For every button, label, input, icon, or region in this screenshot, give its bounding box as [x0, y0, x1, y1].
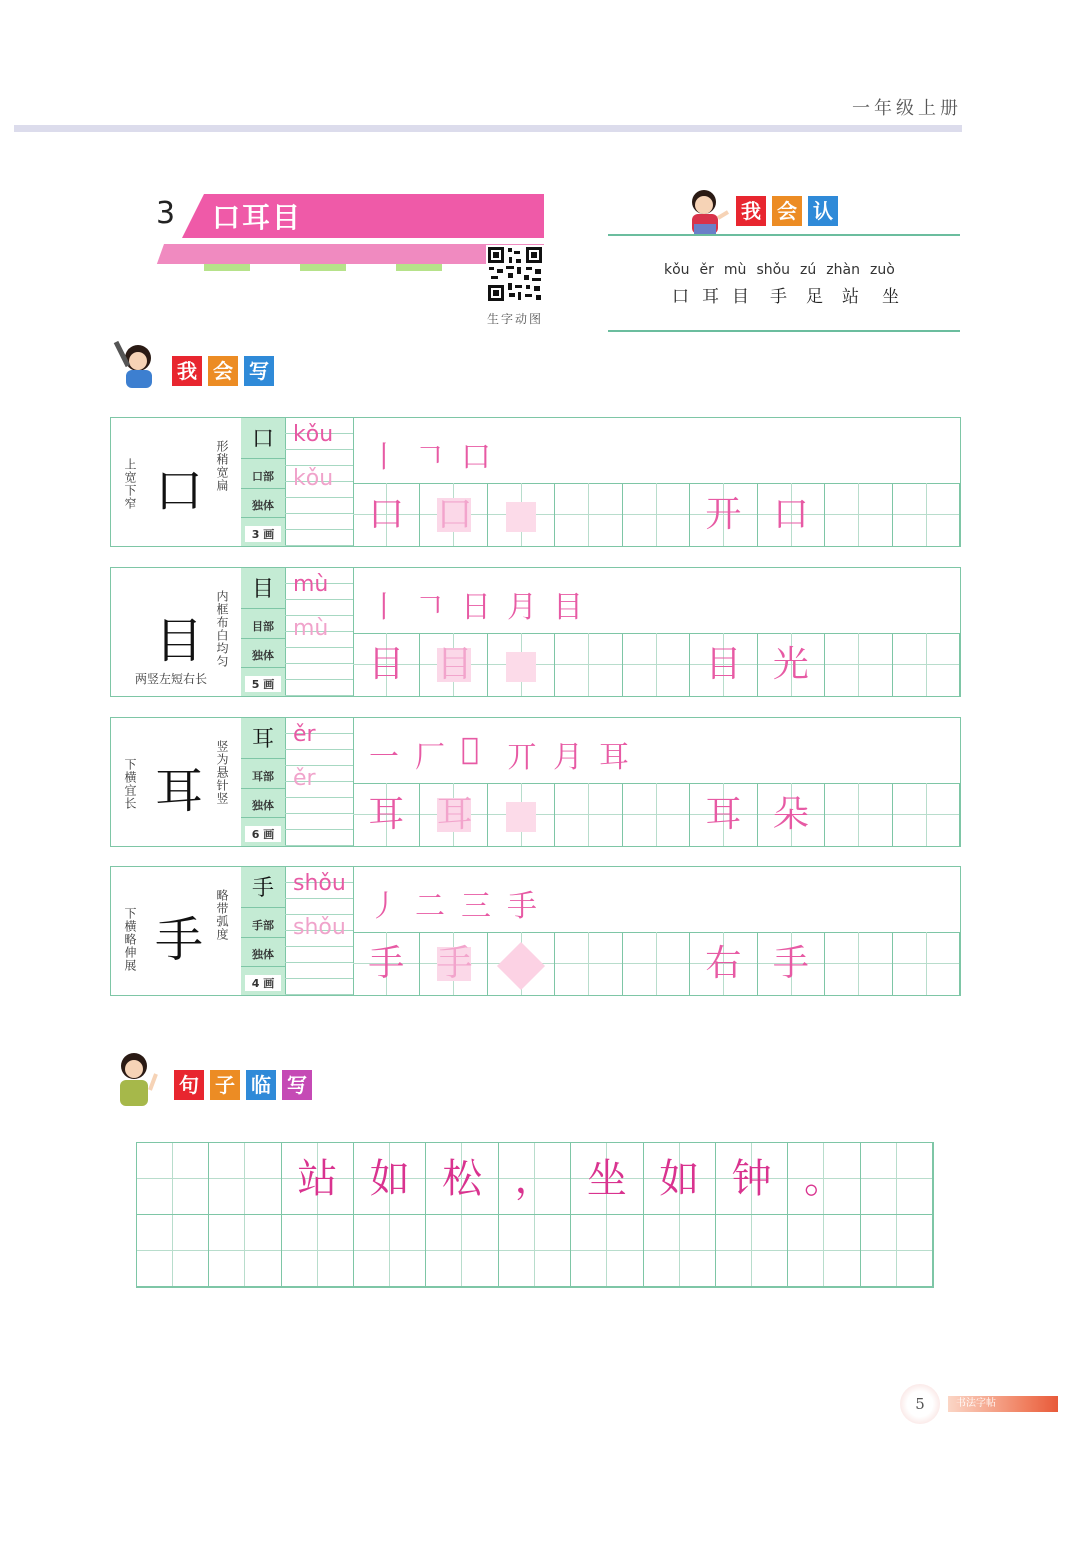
model-char: 目: [155, 613, 204, 669]
radical: 口部: [252, 470, 274, 483]
stroke-count: 4 画: [245, 975, 281, 991]
radical: 耳部: [252, 770, 274, 783]
practice-cell[interactable]: [353, 932, 420, 995]
char-guide: [111, 418, 242, 546]
pinyin: mù: [723, 262, 747, 278]
stroke-order-row: [353, 568, 960, 634]
badge: 我: [736, 196, 766, 226]
sentence-cell[interactable]: 钟: [716, 1143, 788, 1215]
practice-cell[interactable]: [555, 932, 622, 995]
writing-box: [110, 417, 961, 547]
practice-cell[interactable]: [758, 483, 825, 546]
practice-cell[interactable]: [420, 783, 487, 846]
model-char: 口: [155, 463, 204, 519]
hanzi: 站: [842, 287, 859, 307]
badge: 我: [172, 356, 202, 386]
badge: 句: [174, 1070, 204, 1100]
practice-char: 目: [436, 644, 473, 685]
practice-cell[interactable]: [623, 783, 690, 846]
recognize-top-line: [608, 234, 960, 236]
write-avatar: [110, 338, 162, 390]
practice-cell[interactable]: [758, 633, 825, 696]
practice-cell[interactable]: [825, 932, 892, 995]
stroke-order-row: [353, 718, 960, 784]
pinyin: zuò: [869, 262, 895, 278]
sentence-cell[interactable]: [137, 1215, 209, 1287]
practice-char: 耳: [368, 794, 405, 835]
pinyin-main: mù: [293, 572, 329, 597]
stroke-step: 月: [507, 590, 537, 625]
practice-char: 目: [368, 644, 405, 685]
practice-char: 口: [368, 494, 405, 535]
practice-char: 右: [705, 943, 742, 984]
pinyin-trace: mù: [293, 616, 329, 641]
sentence-grid: [136, 1142, 934, 1288]
trace-shape: [506, 502, 536, 532]
pinyin-trace: shǒu: [293, 915, 346, 940]
hanzi: 目: [732, 287, 749, 307]
info-char: 目: [251, 577, 274, 602]
practice-cell[interactable]: [825, 483, 892, 546]
recognize-badges: [736, 196, 844, 226]
sentence-cell[interactable]: [137, 1143, 209, 1215]
char-info: [241, 867, 286, 995]
model-char: 耳: [155, 763, 204, 819]
pinyin: ěr: [699, 262, 714, 278]
practice-cell[interactable]: [893, 633, 960, 696]
tip-left: 上宽下窄: [123, 458, 137, 510]
stroke-step: 月: [553, 740, 583, 775]
char-guide: [111, 718, 242, 846]
stroke-step: 丿: [369, 889, 399, 924]
char-info: [241, 718, 286, 846]
stroke-step: 手: [507, 889, 537, 924]
sentence-cell[interactable]: [716, 1215, 788, 1287]
info-char: 手: [251, 876, 274, 901]
hanzi: 坐: [882, 287, 899, 307]
recognize-avatar: [680, 184, 732, 236]
practice-char: 耳: [705, 794, 742, 835]
stroke-order-row: [353, 867, 960, 933]
model-char: 手: [155, 912, 204, 968]
practice-cell[interactable]: [690, 483, 757, 546]
sentence-cell[interactable]: [209, 1143, 281, 1215]
structure: 独体: [252, 799, 274, 812]
pinyin: zhàn: [826, 262, 860, 278]
pinyin-trace: ěr: [293, 766, 316, 791]
practice-cell[interactable]: [555, 483, 622, 546]
practice-row: [353, 932, 960, 995]
pinyin-main: shǒu: [293, 871, 346, 896]
tip-left: 下横略伸展: [123, 907, 137, 972]
practice-cell[interactable]: [420, 633, 487, 696]
pinyin-main: kǒu: [293, 422, 334, 447]
radical: 手部: [252, 919, 274, 932]
sentence-cell[interactable]: [861, 1215, 933, 1287]
writing-box: [110, 717, 961, 847]
sentence-cell[interactable]: 。: [788, 1143, 860, 1215]
char-guide: [111, 867, 242, 995]
practice-cell[interactable]: [758, 932, 825, 995]
stroke-step: 𠃍: [415, 590, 445, 625]
info-char: 耳: [251, 727, 274, 752]
structure: 独体: [252, 948, 274, 961]
sentence-cell[interactable]: 坐: [571, 1143, 643, 1215]
stroke-step: 丌: [507, 740, 537, 775]
qr-code-icon[interactable]: [486, 245, 544, 303]
footer-brand-bar: 书法字帖: [948, 1396, 1058, 1412]
trace-shape: [506, 652, 536, 682]
stroke-step: 耳: [599, 740, 629, 775]
sentence-cell[interactable]: 如: [354, 1143, 426, 1215]
practice-char: 手: [436, 943, 473, 984]
pinyin-column: [285, 718, 354, 846]
sentence-cell[interactable]: 站: [282, 1143, 354, 1215]
badge: 认: [808, 196, 838, 226]
grade-label: 一年级上册: [852, 98, 962, 119]
sentence-cell[interactable]: 松: [426, 1143, 498, 1215]
qr-caption: 生字动图: [487, 312, 544, 326]
stroke-count: 3 画: [245, 526, 281, 542]
pinyin: shǒu: [756, 262, 791, 278]
pinyin-main: ěr: [293, 722, 316, 747]
radical: 目部: [252, 620, 274, 633]
practice-char: 光: [772, 644, 809, 685]
pinyin-column: [285, 418, 354, 546]
badge: 会: [208, 356, 238, 386]
tip-right: 竖为悬针竖: [215, 740, 229, 805]
practice-char: 手: [368, 943, 405, 984]
badge: 子: [210, 1070, 240, 1100]
writing-box: [110, 567, 961, 697]
practice-cell[interactable]: [488, 783, 555, 846]
practice-cell[interactable]: [488, 932, 555, 995]
stroke-step: 三: [461, 889, 491, 924]
practice-char: 口: [436, 494, 473, 535]
practice-cell[interactable]: [623, 483, 690, 546]
tip-right: 略带弧度: [215, 889, 229, 941]
sentence-cell[interactable]: 如: [644, 1143, 716, 1215]
stripe-segment: [300, 264, 346, 271]
writing-box: [110, 866, 961, 996]
hanzi: 足: [806, 287, 823, 307]
stroke-step: 目: [553, 590, 583, 625]
stroke-count: 6 画: [245, 826, 281, 842]
stripe-segment: [204, 264, 250, 271]
practice-row: [353, 633, 960, 696]
pinyin-column: [285, 568, 354, 696]
stroke-step: 𬺰: [461, 732, 480, 767]
write-badges: [172, 356, 280, 386]
practice-cell[interactable]: [420, 483, 487, 546]
practice-cell[interactable]: [353, 783, 420, 846]
practice-cell[interactable]: [758, 783, 825, 846]
practice-cell[interactable]: [690, 783, 757, 846]
practice-char: 开: [705, 494, 742, 535]
info-char: 口: [251, 427, 274, 452]
sentence-cell[interactable]: [209, 1215, 281, 1287]
structure: 独体: [252, 649, 274, 662]
hanzi: 耳: [702, 287, 719, 307]
char-guide: [111, 568, 242, 696]
badge: 写: [244, 356, 274, 386]
practice-cell[interactable]: [555, 633, 622, 696]
practice-cell[interactable]: [623, 932, 690, 995]
sentence-cell[interactable]: [571, 1215, 643, 1287]
practice-cell[interactable]: [488, 633, 555, 696]
badge: 会: [772, 196, 802, 226]
pinyin: zú: [800, 262, 817, 278]
sentence-cell[interactable]: [644, 1215, 716, 1287]
practice-cell[interactable]: [690, 633, 757, 696]
practice-cell[interactable]: [893, 932, 960, 995]
practice-cell[interactable]: [353, 483, 420, 546]
sentence-cell[interactable]: [499, 1215, 571, 1287]
stroke-step: 一: [369, 740, 399, 775]
practice-cell[interactable]: [825, 633, 892, 696]
practice-row: [353, 783, 960, 846]
sentence-cell[interactable]: [426, 1215, 498, 1287]
stripe-segment: [396, 264, 442, 271]
practice-cell[interactable]: [353, 633, 420, 696]
sentence-cell[interactable]: [861, 1143, 933, 1215]
stroke-count: 5 画: [245, 676, 281, 692]
practice-cell[interactable]: [893, 483, 960, 546]
lesson-number: 3: [156, 196, 176, 231]
sentence-avatar: [110, 1050, 162, 1102]
stroke-step: 丨: [369, 590, 399, 625]
practice-cell[interactable]: [420, 932, 487, 995]
trace-shape: [497, 942, 545, 990]
practice-char: 口: [772, 494, 809, 535]
recognize-pinyin-row: [664, 262, 905, 278]
stroke-step: 二: [415, 889, 445, 924]
sentence-cell[interactable]: [354, 1215, 426, 1287]
tip-bottom: 两竖左短右长: [135, 672, 208, 686]
top-rule: [14, 125, 962, 132]
recognize-bottom-line: [608, 330, 960, 332]
badge: 临: [246, 1070, 276, 1100]
stroke-order-row: [353, 418, 960, 484]
pinyin-column: [285, 867, 354, 995]
badge: 写: [282, 1070, 312, 1100]
practice-char: 目: [705, 644, 742, 685]
hanzi: 口: [672, 287, 689, 307]
stroke-step: 口: [461, 440, 491, 475]
sentence-badges: [174, 1070, 318, 1100]
practice-cell[interactable]: [690, 932, 757, 995]
hanzi: 手: [770, 287, 787, 307]
stroke-step: 厂: [415, 740, 445, 775]
pinyin: kǒu: [664, 262, 690, 278]
lesson-title: 口耳目: [212, 201, 303, 234]
sentence-cell[interactable]: ，: [499, 1143, 571, 1215]
char-info: [241, 568, 286, 696]
practice-char: 朵: [772, 794, 809, 835]
char-info: [241, 418, 286, 546]
practice-char: 手: [772, 943, 809, 984]
tip-right: 内框布白均匀: [215, 590, 229, 668]
stroke-step: 日: [461, 590, 491, 625]
tip-right: 形稍宽扁: [215, 440, 229, 492]
practice-cell[interactable]: [555, 783, 622, 846]
stroke-step: 𠃍: [415, 440, 445, 475]
practice-cell[interactable]: [488, 483, 555, 546]
page-number: 5: [900, 1384, 940, 1424]
pinyin-trace: kǒu: [293, 466, 334, 491]
practice-row: [353, 483, 960, 546]
practice-cell[interactable]: [893, 783, 960, 846]
sentence-cell[interactable]: [282, 1215, 354, 1287]
trace-shape: [506, 802, 536, 832]
practice-cell[interactable]: [623, 633, 690, 696]
sentence-cell[interactable]: [788, 1215, 860, 1287]
practice-cell[interactable]: [825, 783, 892, 846]
structure: 独体: [252, 499, 274, 512]
tip-left: 下横宜长: [123, 758, 137, 810]
stroke-step: 丨: [369, 440, 399, 475]
practice-char: 耳: [436, 794, 473, 835]
